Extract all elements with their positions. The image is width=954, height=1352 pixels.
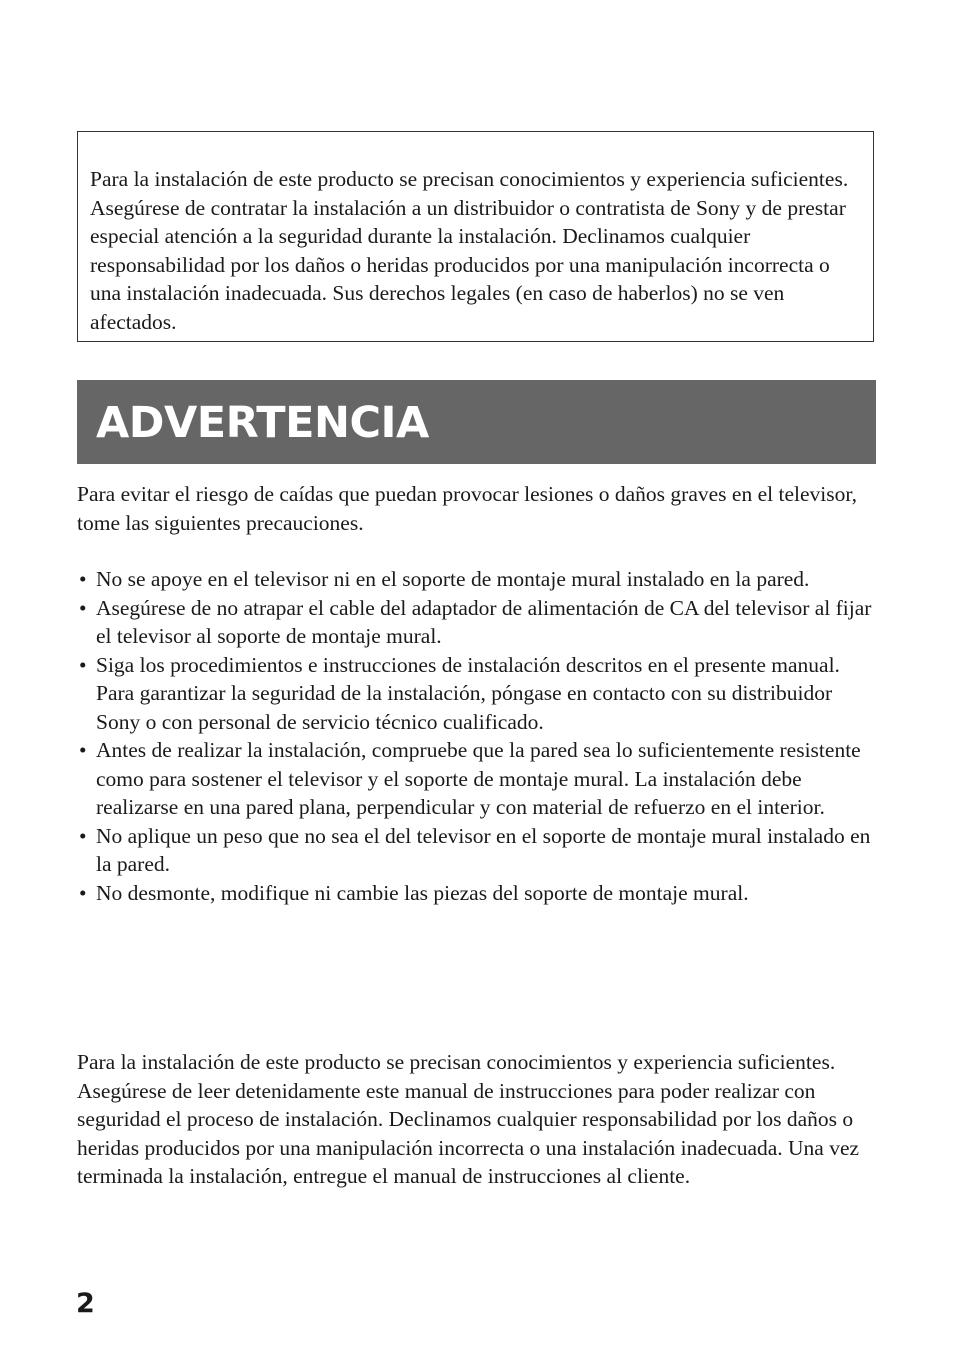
warning-item-text: Antes de realizar la instalación, compruebe que la pared sea lo suficientemente resistente como para sostener el televisor y el soporte de montaje mural. La instalación debe realizarse en una pared plana, perpendicular y con material de refuerzo en el interior. — [96, 738, 861, 819]
warning-item — [77, 822, 877, 879]
warning-item-text: Asegúrese de no atrapar el cable del adaptador de alimentación de CA del televisor al fijar el televisor al soporte de montaje mural. — [96, 595, 872, 648]
bullet-glyph: • — [79, 567, 87, 591]
bullet-glyph: • — [79, 823, 87, 848]
warning-item-text: No aplique un peso que no sea el del televisor en el soporte de montaje mural instalado en la pared. — [96, 823, 871, 876]
bullet-glyph: • — [79, 738, 87, 762]
warning-list — [77, 565, 877, 907]
warning-item — [77, 651, 877, 737]
installer-notice-box — [77, 131, 874, 342]
bullet-glyph: • — [79, 652, 87, 677]
installer-notice-text: Para la instalación de este producto se precisan conocimientos y experiencia suficientes. Asegúrese de contratar la instalación a un distribuidor o contratista de Sony y de prestar especial atención a la seguridad durante la instalación. Declinamos cualquier responsabilidad por los daños o heridas producidos por una manipulación incorrecta o una instalación inadecuada. Sus derechos legales (en caso de haberlos) no se ven afectados. — [90, 167, 849, 334]
warning-item — [77, 879, 877, 908]
warning-item-text: No se apoye en el televisor ni en el soporte de montaje mural instalado en la pared. — [96, 567, 810, 591]
warning-item — [77, 594, 877, 651]
warning-item-note: Para garantizar la seguridad de la instalación, póngase en contacto con su distribuidor Sony o con personal de servicio técnico cualificado. — [96, 681, 833, 734]
bullet-glyph: • — [79, 595, 87, 620]
warning-item-text: No desmonte, modifique ni cambie las piezas del soporte de montaje mural. — [96, 880, 749, 905]
warning-title: ADVERTENCIA — [96, 398, 429, 448]
warning-item — [77, 565, 877, 594]
page-number: 2 — [76, 1288, 95, 1319]
warning-intro-text: Para evitar el riesgo de caídas que puedan provocar lesiones o daños graves en el televisor, tome las siguientes precauciones. — [77, 482, 858, 535]
bullet-glyph: • — [79, 880, 87, 905]
warning-item-text: Siga los procedimientos e instrucciones de instalación descritos en el presente manual. — [96, 652, 840, 677]
warning-banner — [77, 380, 876, 464]
installer-closing-text: Para la instalación de este producto se precisan conocimientos y experiencia suficientes. Asegúrese de leer detenidamente este manual de instrucciones para poder realizar con seguridad el proceso de instalación. Declinamos cualquier responsabilidad por los daños o heridas producidos por una manipulación incorrecta o una instalación inadecuada. Una vez terminada la instalación, entregue el manual de instrucciones al cliente. — [77, 1050, 860, 1188]
warning-item — [77, 736, 877, 822]
